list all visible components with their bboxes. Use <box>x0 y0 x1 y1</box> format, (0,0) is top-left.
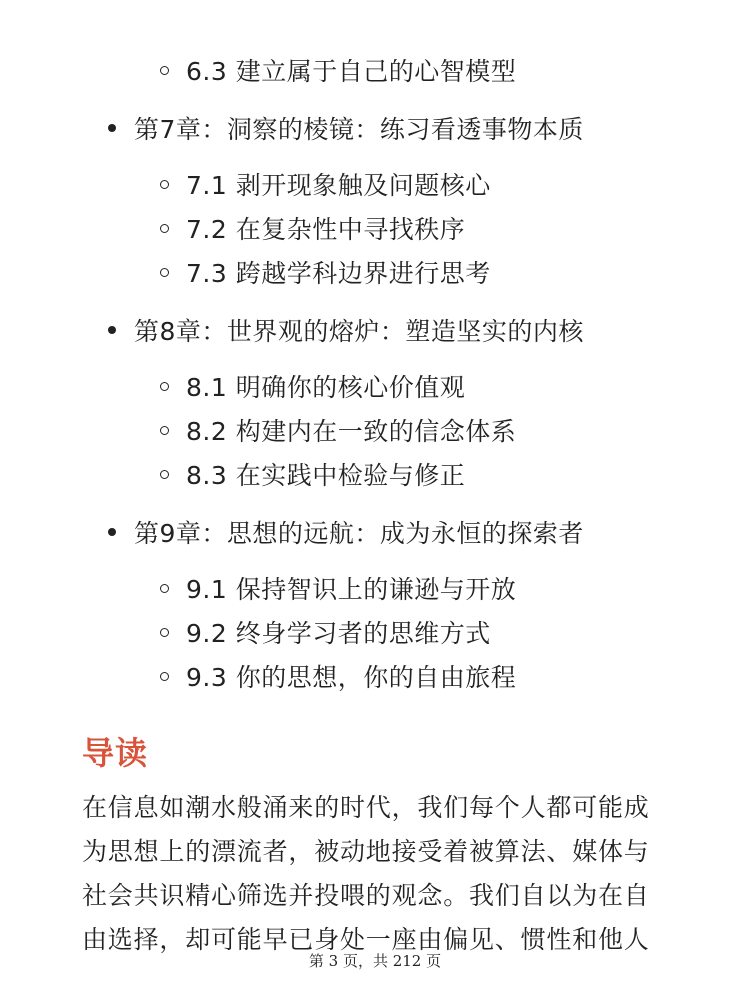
hollow-bullet-icon <box>160 224 169 233</box>
toc-subsection-item[interactable] <box>160 48 516 92</box>
toc-subsection-item[interactable] <box>160 250 491 294</box>
toc-subsection-item[interactable] <box>160 566 516 610</box>
toc-item-label: 7.2 在复杂性中寻找秩序 <box>186 215 466 244</box>
toc-item-label: 第7章：洞察的棱镜：练习看透事物本质 <box>134 115 584 144</box>
toc-item-label: 8.3 在实践中检验与修正 <box>186 461 466 490</box>
toc-item-label: 9.2 终身学习者的思维方式 <box>186 619 491 648</box>
toc-chapter-item[interactable] <box>108 510 584 554</box>
toc-item-label: 8.1 明确你的核心价值观 <box>186 373 466 402</box>
toc-subsection-item[interactable] <box>160 162 491 206</box>
hollow-bullet-icon <box>160 426 169 435</box>
toc-item-label: 第9章：思想的远航：成为永恒的探索者 <box>134 519 584 548</box>
toc-subsection-item[interactable] <box>160 364 465 408</box>
paragraph-line: 社会共识精心筛选并投喂的观念。我们自以为在自 <box>82 881 650 910</box>
filled-bullet-icon <box>108 124 116 132</box>
hollow-bullet-icon <box>160 66 169 75</box>
toc-item-label: 9.3 你的思想，你的自由旅程 <box>186 663 517 692</box>
paragraph-line: 为思想上的漂流者，被动地接受着被算法、媒体与 <box>82 837 650 866</box>
paragraph-line: 由选择，却可能早已身处一座由偏见、惯性和他人 <box>82 925 650 954</box>
toc-item-label: 7.1 剥开现象触及问题核心 <box>186 171 491 200</box>
hollow-bullet-icon <box>160 628 169 637</box>
filled-bullet-icon <box>108 326 116 334</box>
toc-subsection-item[interactable] <box>160 654 516 698</box>
toc-chapter-item[interactable] <box>108 106 584 150</box>
hollow-bullet-icon <box>160 382 169 391</box>
toc-item-label: 7.3 跨越学科边界进行思考 <box>186 259 491 288</box>
toc-subsection-item[interactable] <box>160 206 465 250</box>
hollow-bullet-icon <box>160 584 169 593</box>
toc-item-label: 6.3 建立属于自己的心智模型 <box>186 57 517 86</box>
page-number-footer: 第 3 页，共 212 页 <box>308 952 442 970</box>
hollow-bullet-icon <box>160 672 169 681</box>
hollow-bullet-icon <box>160 180 169 189</box>
toc-chapter-item[interactable] <box>108 308 584 352</box>
toc-item-label: 9.1 保持智识上的谦逊与开放 <box>186 575 517 604</box>
hollow-bullet-icon <box>160 268 169 277</box>
toc-subsection-item[interactable] <box>160 610 491 654</box>
toc-subsection-item[interactable] <box>160 452 465 496</box>
toc-item-label: 第8章：世界观的熔炉：塑造坚实的内核 <box>134 317 584 346</box>
toc-item-label: 8.2 构建内在一致的信念体系 <box>186 417 517 446</box>
paragraph-line: 在信息如潮水般涌来的时代，我们每个人都可能成 <box>82 793 650 822</box>
section-heading: 导读 <box>82 734 149 772</box>
filled-bullet-icon <box>108 528 116 536</box>
hollow-bullet-icon <box>160 470 169 479</box>
toc-subsection-item[interactable] <box>160 408 516 452</box>
